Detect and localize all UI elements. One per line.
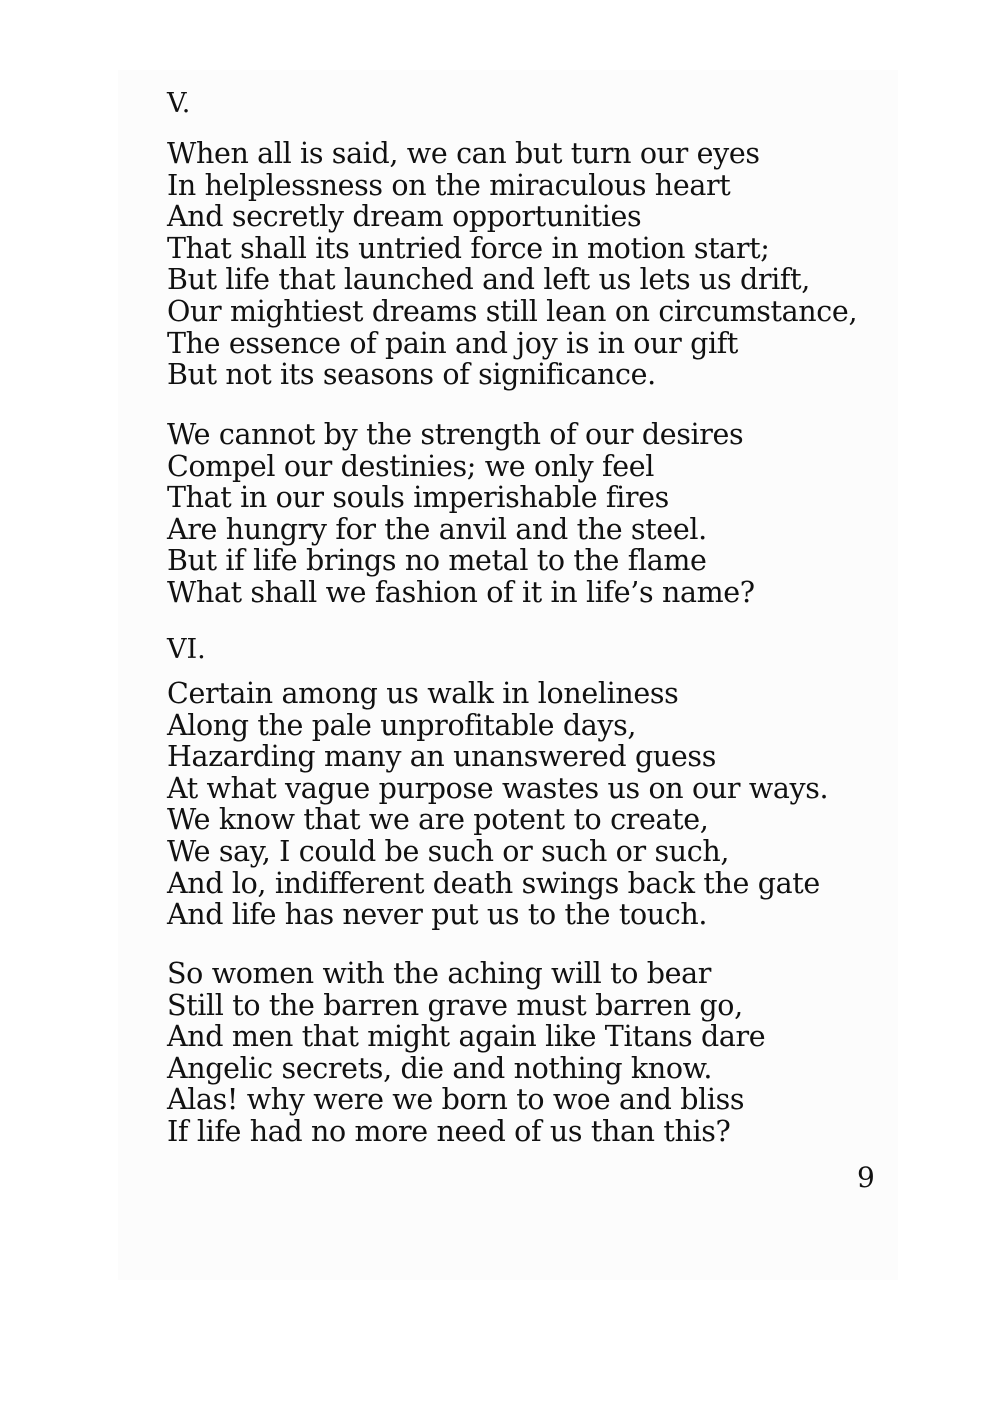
poem-line: And life has never put us to the touch. — [167, 898, 708, 932]
poem-line: Certain among us walk in loneliness — [167, 677, 679, 710]
poem-line: And men that might again like Titans dare — [167, 1020, 766, 1054]
stanza-vi-2 — [167, 958, 765, 1148]
poem-line: Still to the barren grave must barren go, — [167, 988, 743, 1022]
poem-line: But if life brings no metal to the flame — [167, 544, 707, 578]
poem-line: When all is said, we can but turn our eyes — [167, 137, 760, 170]
poem-line: What shall we fashion of it in life’s name? — [167, 575, 755, 609]
poem-line: That in our souls imperishable fires — [167, 481, 669, 515]
stanza-v-1 — [167, 138, 857, 391]
poem-line: And secretly dream opportunities — [167, 200, 642, 234]
poem-line: Angelic secrets, die and nothing know. — [167, 1051, 713, 1085]
poem-line: We cannot by the strength of our desires — [167, 418, 744, 451]
poem-line: We say, I could be such or such or such, — [167, 834, 730, 868]
poem-line: We know that we are potent to create, — [167, 803, 709, 837]
poem-line: Along the pale unprofitable days, — [167, 708, 637, 742]
poem-line: That shall its untried force in motion start; — [167, 231, 770, 265]
poem-line: And lo, indifferent death swings back the gate — [167, 866, 820, 900]
poem-line: Compel our destinies; we only feel — [167, 449, 655, 483]
poem-line: Our mightiest dreams still lean on circumstance, — [167, 294, 858, 328]
poem-line: The essence of pain and joy is in our gift — [167, 326, 739, 360]
poem-line: Hazarding many an unanswered guess — [167, 740, 716, 774]
section-heading-v: V. — [167, 88, 191, 119]
poem-line: If life had no more need of us than this? — [167, 1114, 731, 1148]
poem-line: Are hungry for the anvil and the steel. — [167, 512, 707, 546]
poem-line: But life that launched and left us lets us drift, — [167, 263, 810, 297]
poem-line: At what vague purpose wastes us on our ways. — [167, 771, 829, 805]
page-number: 9 — [857, 1161, 875, 1194]
stanza-v-2 — [167, 419, 755, 609]
section-heading-vi: VI. — [167, 634, 206, 665]
poem-line: In helplessness on the miraculous heart — [167, 168, 731, 202]
poem-line: So women with the aching will to bear — [167, 957, 712, 990]
stanza-vi-1 — [167, 678, 828, 931]
poem-line: But not its seasons of significance. — [167, 358, 656, 392]
poem-line: Alas! why were we born to woe and bliss — [167, 1083, 745, 1117]
